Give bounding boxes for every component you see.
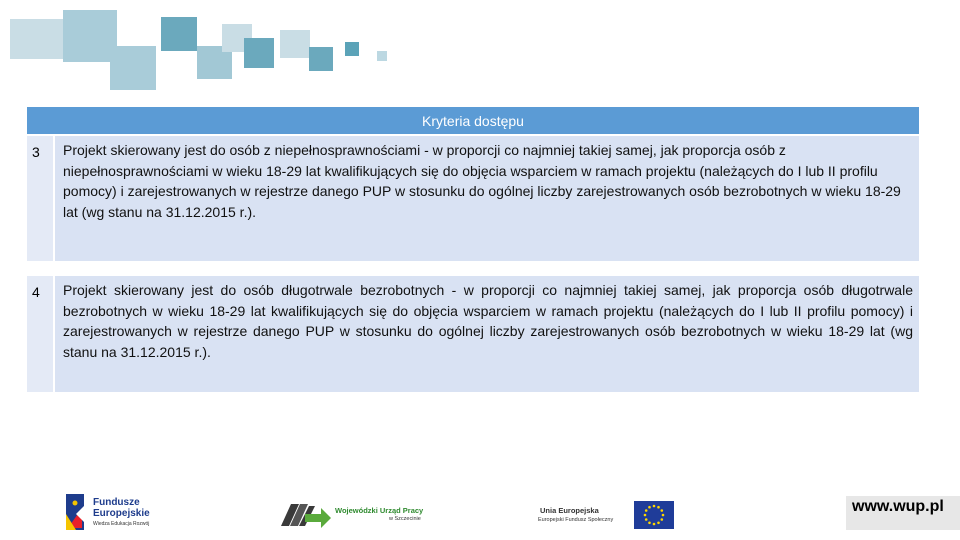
website-url-box[interactable] <box>846 496 960 530</box>
fe-line3: Wiedza Edukacja Rozwój <box>93 521 150 527</box>
table-row <box>27 276 919 392</box>
fe-line2: Europejskie <box>93 508 150 519</box>
ue-line1: Unia Europejska <box>540 506 599 515</box>
wup-line2: w Szczecinie <box>389 516 421 522</box>
row-text: Projekt skierowany jest do osób z niepełnosprawnościami - w proporcji co najmniej takiej samej, jak proporcja osób z niepełnosprawnościami w wieku 18-29 lat kwalifikujących się do objęcia wsparciem w ramach projektu (należących do I lub II profilu pomocy) i zarejestrowanych w rejestrze danego PUP w stosunku do ogólnej liczby zarejestrowanych osób bezrobotnych w wieku 18-29 lat (wg stanu na 31.12.2015 r.). <box>63 142 901 220</box>
row-number: 3 <box>32 144 40 160</box>
wup-line1: Wojewódzki Urząd Pracy <box>335 506 424 515</box>
table-row <box>27 136 919 261</box>
fe-line1: Fundusze <box>93 497 140 508</box>
row-number: 4 <box>32 284 40 300</box>
fundusze-europejskie-logo <box>66 494 172 530</box>
wup-logo <box>281 498 431 530</box>
unia-europejska-logo <box>538 500 676 530</box>
table-header <box>27 107 919 134</box>
table-header-title: Kryteria dostępu <box>422 112 524 129</box>
ue-line2: Europejski Fundusz Społeczny <box>538 517 614 523</box>
website-url[interactable]: www.wup.pl <box>852 498 944 515</box>
row-number-cell <box>27 276 55 392</box>
row-text: Projekt skierowany jest do osób długotrwale bezrobotnych - w proporcji co najmniej takiej samej, jak proporcja osób długotrwale bezrobotnych w wieku 18-29 lat kwalifikujących się do objęcia wsparciem w ramach projektu (należących do I lub II profilu pomocy) i zarejestrowanych w rejestrze danego PUP w stosunku do ogólnej liczby zarejestrowanych osób bezrobotnych w wieku 18-29 lat (wg stanu na 31.12.2015 r.). <box>63 282 913 360</box>
row-number-cell <box>27 136 55 261</box>
eu-flag-icon <box>634 501 674 529</box>
